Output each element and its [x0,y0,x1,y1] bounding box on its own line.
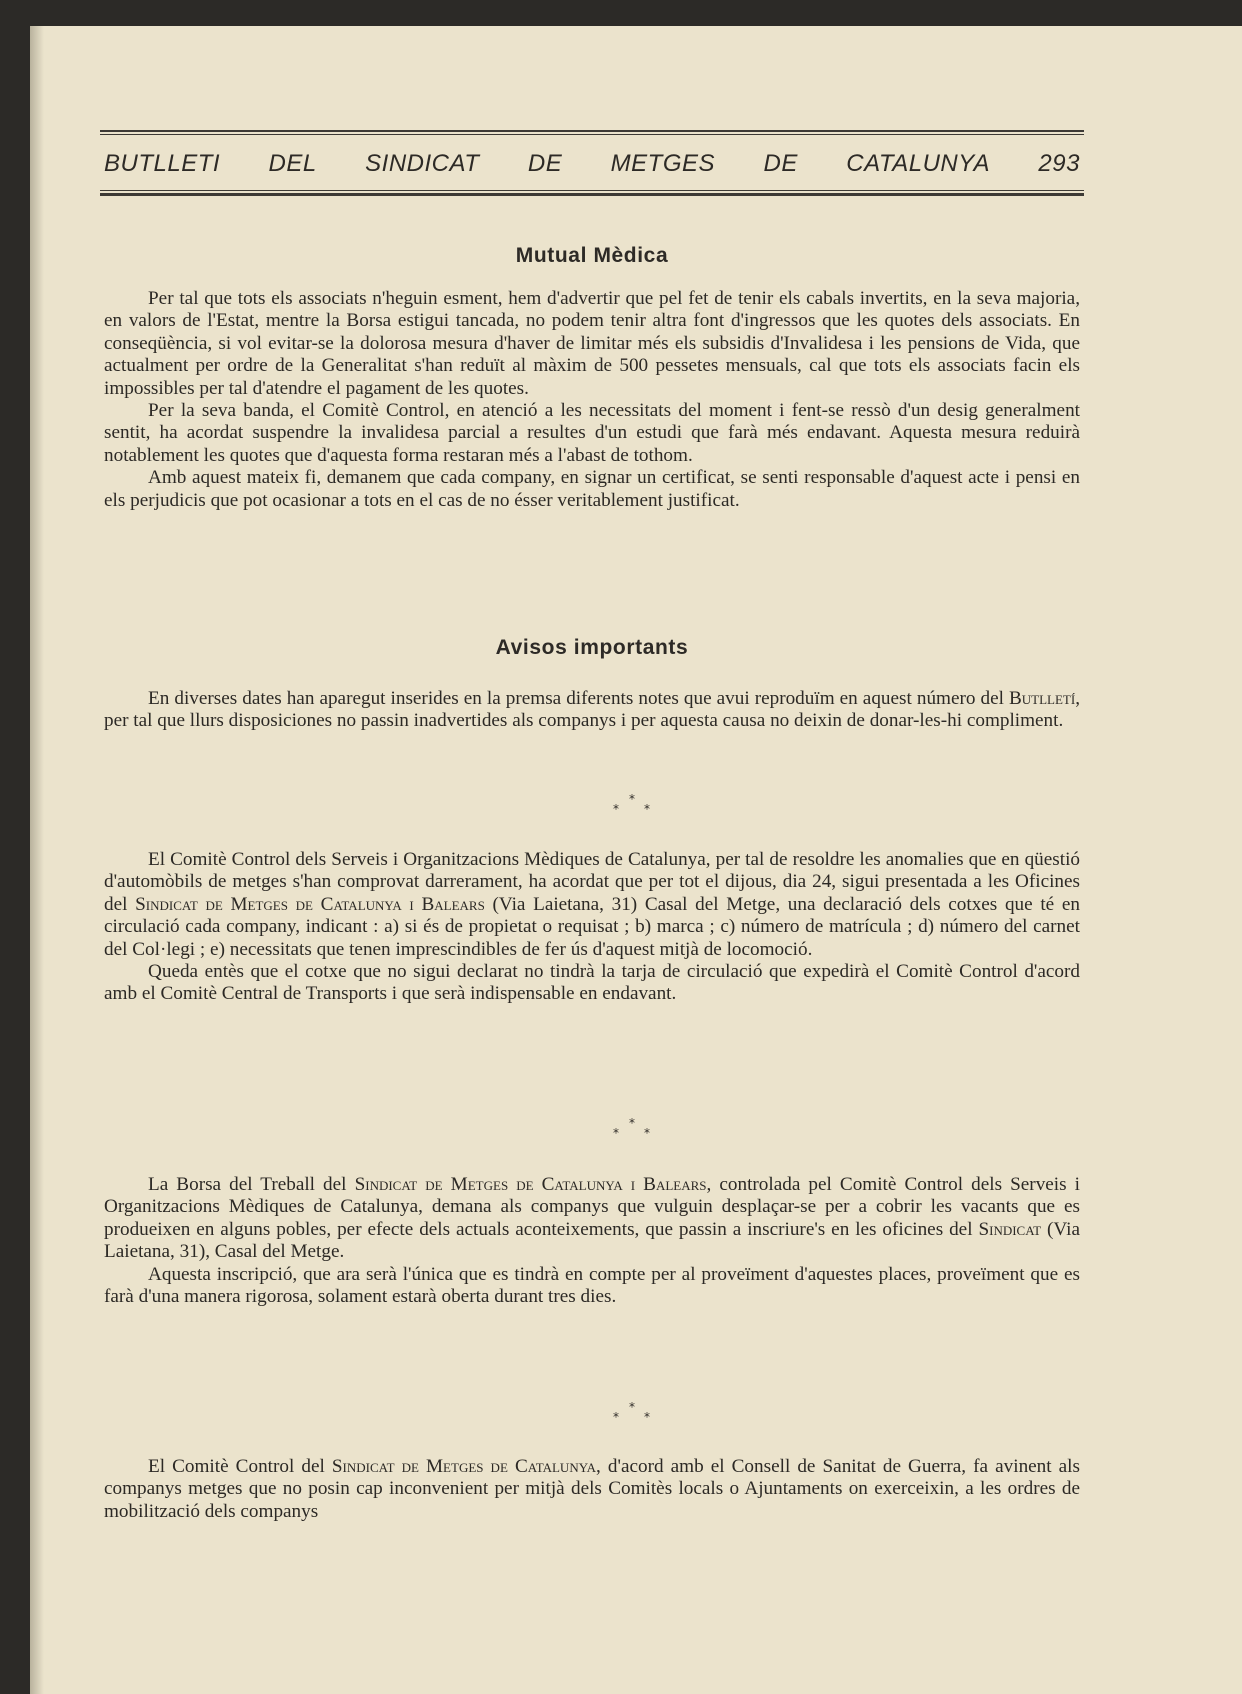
running-header [104,142,1080,186]
text-run: , d'acord amb el Consell de Sanitat de Guerra, fa avinent als companys metges que no posin cap inconvenient per mitjà dels Comitès locals o Ajuntaments on exerceixin, a les ordres de mobilització dels companys [104,1456,1080,1522]
header-word: SINDICAT [365,150,480,177]
text-run-smallcaps: Butlletí [1008,688,1076,709]
paragraph [104,1174,1080,1264]
text-run: El Comitè Control dels Serveis i Organitzacions Mèdiques de Catalunya, per tal de resoldre les anomalies que en qüestió d'automòbils de metges s'han comprovat darrerament, ha acordat que per tot el dijous, dia 24, sigui presentada a les Oficines del [104,849,1080,915]
star: * [613,1126,619,1140]
star: * [613,802,619,816]
header-word: DEL [268,150,317,177]
star: * [644,1410,650,1424]
text-run: La Borsa del Treball del [148,1174,355,1195]
aviso-borsa-treball [104,1174,1080,1308]
section-title-mutual: Mutual Mèdica [515,244,669,267]
text-run-smallcaps: Sindicat de Metges de Catalunya i Balears [354,1174,707,1195]
asterism-separator [604,792,664,822]
text-run-smallcaps: Sindicat de Metges de Catalunya i Balears [135,893,485,915]
text-run-smallcaps: Sindicat [978,1218,1042,1240]
section-title-avisos: Avisos importants [495,636,689,659]
text-run: El Comitè Control del [148,1456,332,1477]
paragraph [104,849,1080,961]
paragraph [104,688,1080,733]
text-run: (Via Laietana, 31) Casal del Metge, una declaració dels cotxes que té en circulació cada company, indicant : a) si és de propietat o requisat ; b) marca ; c) número de matrícula ; d) número del carnet del Col·legi ; e) necessitats que tenen imprescindibles de fer ús d'aquest mitjà de locomoció. [104,893,1080,960]
paragraph: Per la seva banda, el Comitè Control, en atenció a les necessitats del moment i fent-se ressò d'un desig generalment sentit, ha acordat suspendre la invalidesa parcial a resultes d'un estudi que farà més endavant. Aquesta mesura reduirà notablement les quotes que d'aquesta forma restaran més a l'abast de tothom. [104,400,1080,466]
header-word: DE [527,150,563,177]
star: * [644,1126,650,1140]
asterism-separator [604,1116,664,1146]
header-word: METGES [610,150,716,177]
page-sheet [30,26,1242,1694]
star: * [629,1116,635,1130]
header-rule-bottom-thin [100,190,1084,191]
text-run: En diverses dates han aparegut inserides en la premsa diferents notes que avui reproduïm en aquest número del [148,688,1009,709]
page-number: 293 [1038,150,1080,177]
asterism-separator [604,1400,664,1430]
star: * [644,802,650,816]
text-run: (Via Laietana, 31), Casal del Metge. [104,1218,1080,1263]
aviso-cotxes [104,849,1080,1006]
paragraph [104,1456,1080,1523]
text-run: , per tal que llurs disposiciones no passin inadvertides als companys i per aquesta causa no deixin de donar-les-hi compliment. [104,688,1080,732]
paragraph: Queda entès que el cotxe que no sigui declarat no tindrà la tarja de circulació que expedirà el Comitè Control d'acord amb el Comitè Central de Transports i que serà indispensable en endavant. [104,961,1080,1005]
mutual-body [104,288,1080,512]
star: * [629,792,635,806]
paragraph: Amb aquest mateix fi, demanem que cada company, en signar un certificat, se senti responsable d'aquest acte i pensi en els perjudicis que pot ocasionar a tots en el cas de no ésser veritablement justificat. [104,467,1080,511]
text-run: , controlada pel Comitè Control dels Serveis i Organitzacions Mèdiques de Catalunya, demana als companys que vulguin desplaçar-se per a cobrir les vacants que es produeixen en alguns pobles, per efecte dels actuals aconteixements, que passin a inscriure's en les oficines del [104,1174,1080,1240]
header-rule-bottom [100,193,1084,196]
avisos-intro [104,688,1080,733]
star: * [613,1410,619,1424]
text-run-smallcaps: Sindicat de Metges de Catalunya [331,1456,597,1477]
header-word: DE [763,150,798,177]
aviso-mobilitzacio [104,1456,1080,1523]
header-rule-top [100,130,1084,132]
paragraph: Aquesta inscripció, que ara serà l'única que es tindrà en compte per al proveïment d'aquestes places, proveïment que es farà d'una manera rigorosa, solament estarà oberta durant tres dies. [104,1263,1080,1308]
header-word: BUTLLETI [104,150,221,177]
header-word: CATALUNYA [846,150,990,177]
header-rule-top-thin [100,134,1084,135]
star: * [629,1400,635,1414]
paragraph: Per tal que tots els associats n'heguin esment, hem d'advertir que pel fet de tenir els cabals invertits, en la seva majoria, en valors de l'Estat, mentre la Borsa estigui tancada, no podem tenir altra font d'ingressos que les quotes dels associats. En conseqüència, si vol evitar-se la dolorosa mesura d'haver de limitar més els subsidis d'Invalidesa i les pensions de Vida, que actualment per ordre de la Generalitat s'han reduït al màxim de 500 pessetes mensuals, cal que tots els associats facin els impossibles per tal d'atendre el pagament de les quotes. [104,288,1080,399]
